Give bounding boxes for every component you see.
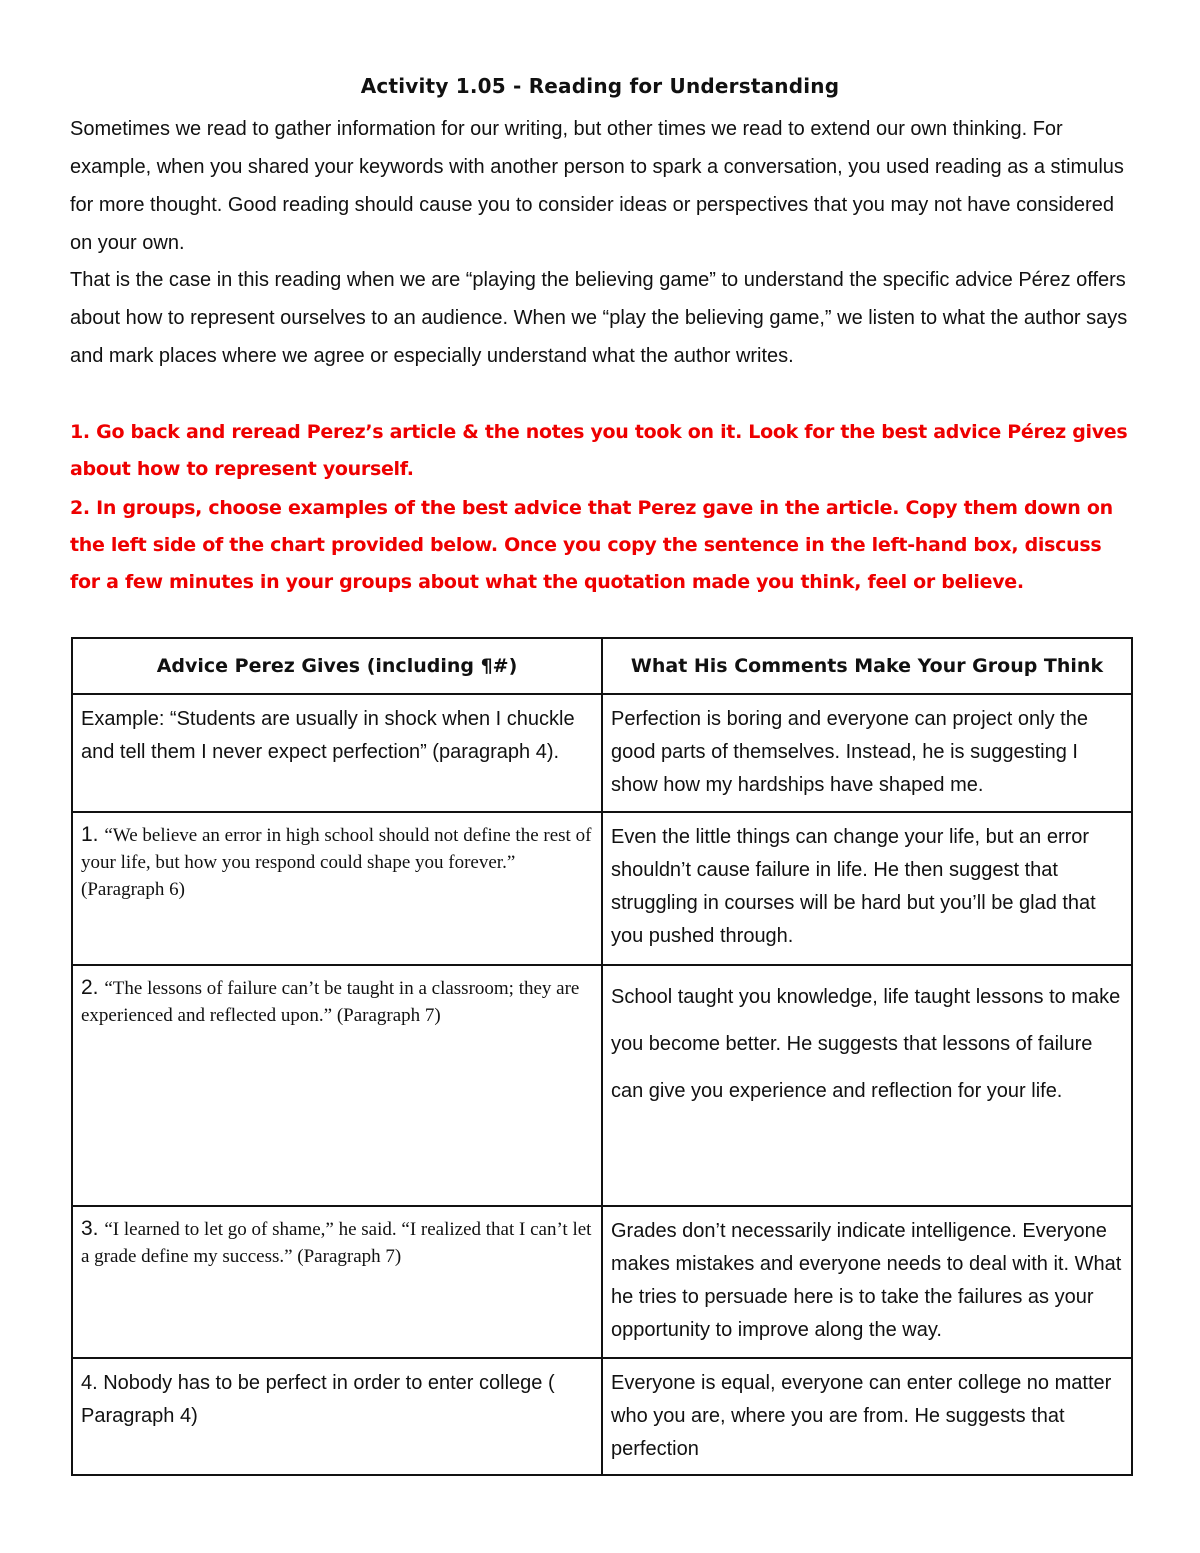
row-number: 2.	[81, 976, 105, 999]
response-cell[interactable]	[602, 1358, 1132, 1475]
page-title: Activity 1.05 - Reading for Understanding	[360, 74, 840, 98]
advice-cell[interactable]	[72, 965, 602, 1206]
instruction-1: 1. Go back and reread Perez’s article & the notes you took on it. Look for the best advice Pérez gives about how to represent yourself.	[70, 421, 1128, 480]
response-cell[interactable]	[602, 1206, 1132, 1358]
response-text: Even the little things can change your life, but an error shouldn’t cause failure in life. He then suggest that struggling in courses will be hard but you’ll be glad that you pushed through.	[611, 826, 1096, 947]
table-row	[72, 1358, 1132, 1475]
advice-cell[interactable]	[72, 694, 602, 812]
response-text: Grades don’t necessarily indicate intelligence. Everyone makes mistakes and everyone needs to deal with it. What he tries to persuade here is to take the failures as your opportunity to improve along the way.	[611, 1220, 1122, 1341]
advice-text: “We believe an error in high school should not define the rest of your life, but how you respond could shape you forever.” (Paragraph 6)	[81, 825, 592, 900]
header-advice: Advice Perez Gives (including ¶#)	[72, 638, 602, 694]
response-text: Everyone is equal, everyone can enter college no matter who you are, where you are from. He suggests that perfection	[611, 1372, 1112, 1460]
row-number: 3.	[81, 1217, 105, 1240]
response-text: School taught you knowledge, life taught lessons to make you become better. He suggests that lessons of failure can give you experience and reflection for your life.	[611, 986, 1121, 1102]
advice-cell[interactable]	[72, 812, 602, 965]
response-cell[interactable]	[602, 812, 1132, 965]
table-row	[72, 812, 1132, 965]
advice-text: Example: “Students are usually in shock when I chuckle and tell them I never expect perfection” (paragraph 4).	[81, 708, 575, 763]
advice-cell[interactable]	[72, 1358, 602, 1475]
response-cell[interactable]	[602, 694, 1132, 812]
header-group-thinking: What His Comments Make Your Group Think	[602, 638, 1132, 694]
response-cell[interactable]	[602, 965, 1132, 1206]
table-row	[72, 694, 1132, 812]
instruction-2: 2. In groups, choose examples of the best advice that Perez gave in the article. Copy them down on the left side of the chart provided below. Once you copy the sentence in the left-hand box, discuss for a few minutes in your groups about what the quotation made you think, feel or believe.	[70, 497, 1113, 593]
advice-text: 4. Nobody has to be perfect in order to enter college ( Paragraph 4)	[81, 1372, 555, 1427]
table-row	[72, 1206, 1132, 1358]
advice-text: “I learned to let go of shame,” he said. “I realized that I can’t let a grade define my success.” (Paragraph 7)	[81, 1219, 592, 1267]
intro-paragraph-2: That is the case in this reading when we are “playing the believing game” to understand the specific advice Pérez offers about how to represent ourselves to an audience. When we “play the believing game,” we listen to what the author says and mark places where we agree or especially understand what the author writes.	[70, 269, 1128, 367]
table-row	[72, 965, 1132, 1206]
intro-paragraph-1: Sometimes we read to gather information for our writing, but other times we read to extend our own thinking. For example, when you shared your keywords with another person to spark a conversation, you used reading as a stimulus for more thought. Good reading should cause you to consider ideas or perspectives that you may not have considered on your own.	[70, 118, 1124, 254]
advice-text: “The lessons of failure can’t be taught in a classroom; they are experienced and reflected upon.” (Paragraph 7)	[81, 978, 580, 1026]
row-number: 1.	[81, 823, 105, 846]
advice-cell[interactable]	[72, 1206, 602, 1358]
advice-chart	[71, 637, 1133, 1476]
response-text: Perfection is boring and everyone can project only the good parts of themselves. Instead, he is suggesting I show how my hardships have shaped me.	[611, 708, 1088, 796]
chart-header-row	[72, 638, 1132, 694]
